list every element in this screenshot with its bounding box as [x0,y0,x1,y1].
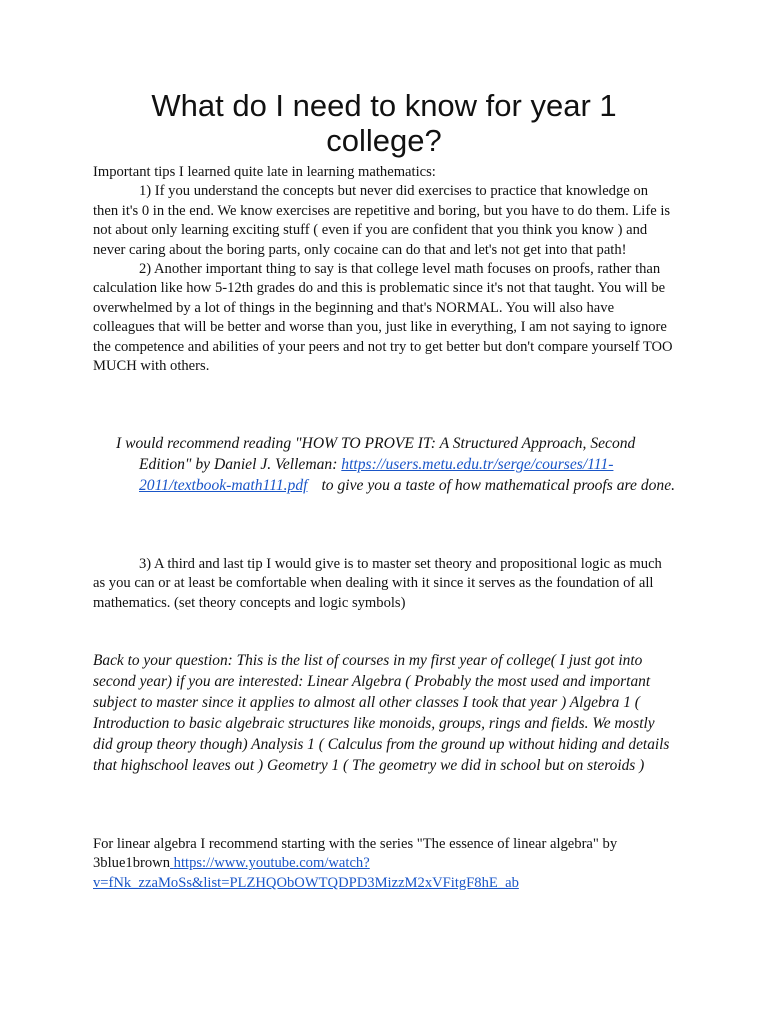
linear-algebra-section [93,835,673,893]
tips-section [93,163,673,376]
youtube-link-part-1: https://www.youtube.com/watch? [173,855,370,872]
book-recommendation [116,433,679,496]
recommendation-text: I would recommend reading "HOW TO PROVE IT: A Structured Approach, Second Edition" by Daniel J. Velleman: [116,435,636,473]
tip-2: 2) Another important thing to say is that college level math focuses on proofs, rather than calculation like how 5-12th grades do and this is problematic since it's not that taught. You will be overwhelmed by a lot of things in the beginning and that's NORMAL. You will also have colleagues that will be better and worse than you, just like in everything, I am not saying to ignore the competence and abilities of your peers and not try to get better but don't compare yourself TOO MUCH with others. [93,261,673,375]
tip-3-section [93,555,673,613]
textbook-link[interactable]: https://users.metu.edu.tr/serge/courses/111-2011/textbook-math111.pdf [139,456,614,494]
recommendation-text-after: to give you a taste of how mathematical proofs are done. [321,477,676,494]
youtube-link-part-2: v=fNk_zzaMoSs&list=PLZHQObOWTQDPD3MizzM2xVFitgF8hE_ab [93,874,519,891]
course-list: Back to your question: This is the list of courses in my first year of college( I just got into second year) if you are interested: Linear Algebra ( Probably the most used and important subject to master since it applies to almost all other classes I took that year ) Algebra 1 ( Introduction to basic algebraic structures like monoids, groups, rings and fields. We mostly did group theory though) Analysis 1 ( Calculus from the ground up without hiding and details that highschool leaves out ) Geometry 1 ( The geometry we did in school but on steroids ) [93,652,670,774]
linear-algebra-text: For linear algebra I recommend starting with the series "The essence of linear algebra" by 3blue1brown [93,836,618,872]
tip-3: 3) A third and last tip I would give is to master set theory and propositional logic as much as you can or at least be comfortable when dealing with it since it serves as the foundation of all mathematics. (set theory concepts and logic symbols) [93,556,662,611]
intro-text: Important tips I learned quite late in learning mathematics: [93,164,436,180]
tip-1: 1) If you understand the concepts but never did exercises to practice that knowledge on then it's 0 in the end. We know exercises are repetitive and boring, but you have to do them. Life is not about only learning exciting stuff ( even if you are confident that you think you know ) and never caring about the boring parts, only cocaine can do that and let's not get into that path! [93,183,671,258]
page-title: What do I need to know for year 1 college? [151,88,617,158]
